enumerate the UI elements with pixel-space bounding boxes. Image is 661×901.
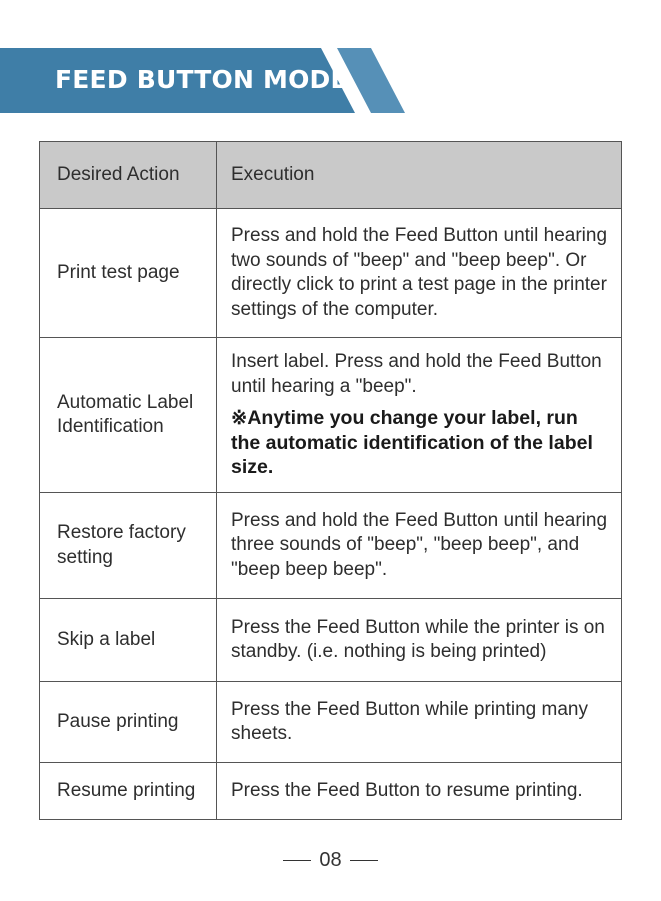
table-header-row [40,142,622,209]
section-title: FEED BUTTON MODE [55,65,348,94]
column-header-desired-action: Desired Action [40,142,217,209]
footer-dash-left [283,860,311,861]
table-row [40,682,622,763]
page-footer [0,847,661,873]
table-row [40,599,622,682]
execution-cell: Press and hold the Feed Button until hearing two sounds of "beep" and "beep beep". Or directly click to print a test page in the printer settings of the computer. [217,209,622,338]
table-row [40,763,622,820]
page-number: 08 [319,849,342,871]
table-row [40,338,622,493]
table-row [40,209,622,338]
action-cell: Resume printing [40,763,217,820]
execution-cell: Press the Feed Button to resume printing. [217,763,622,820]
execution-cell: Press the Feed Button while printing many sheets. [217,682,622,763]
action-cell: Pause printing [40,682,217,763]
feed-button-table [39,141,622,820]
column-header-execution: Execution [217,142,622,209]
execution-text: Insert label. Press and hold the Feed Button until hearing a "beep". [231,351,602,397]
action-cell: Restore factory setting [40,493,217,599]
footer-dash-right [350,860,378,861]
action-cell: Print test page [40,209,217,338]
table-row [40,493,622,599]
execution-cell: Press and hold the Feed Button until hearing three sounds of "beep", "beep beep", and "beep beep beep". [217,493,622,599]
execution-cell [217,338,622,493]
action-cell: Automatic Label Identification [40,338,217,493]
action-cell: Skip a label [40,599,217,682]
important-note: ※Anytime you change your label, run the automatic identification of the label size. [231,407,593,479]
execution-cell: Press the Feed Button while the printer is on standby. (i.e. nothing is being printed) [217,599,622,682]
